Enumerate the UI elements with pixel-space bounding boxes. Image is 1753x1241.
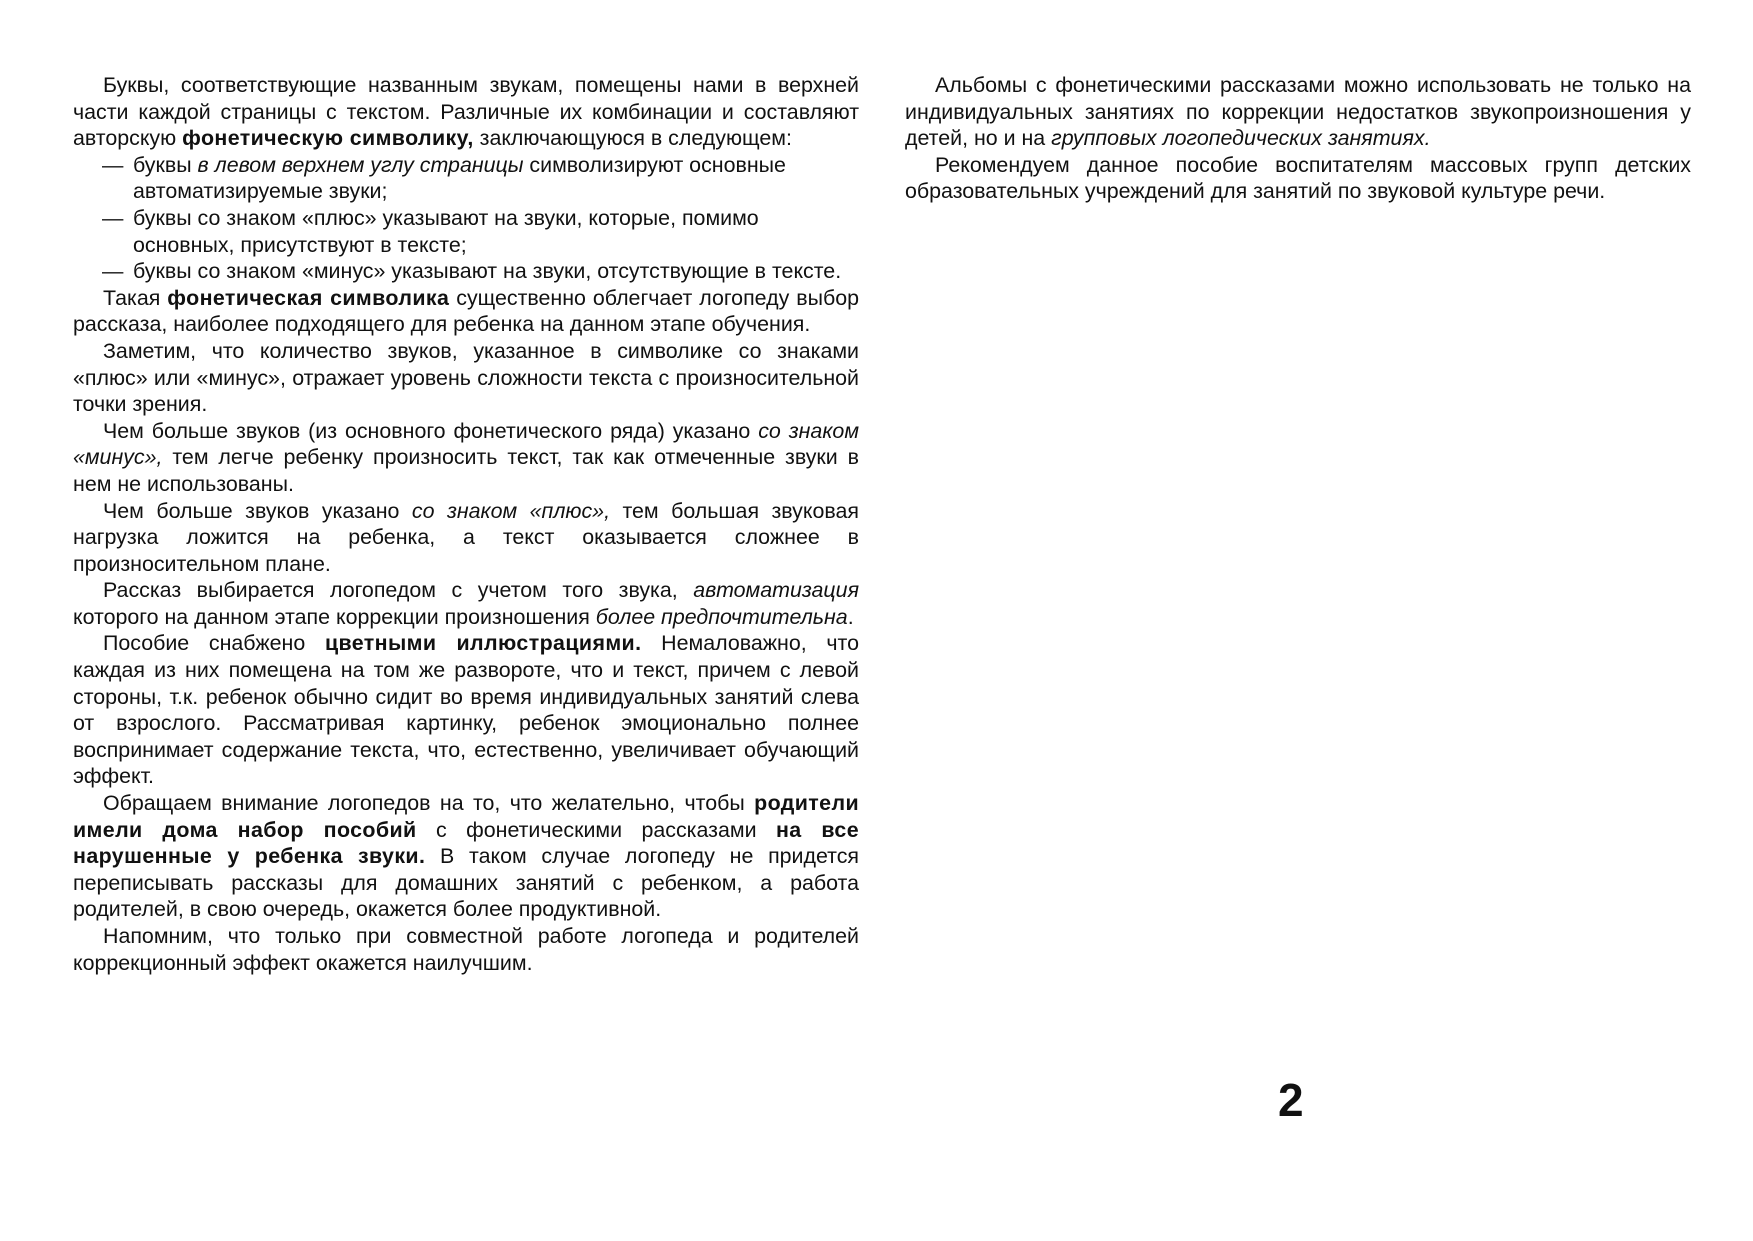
paragraph-parents bbox=[73, 790, 859, 923]
paragraph-plus-sign bbox=[73, 498, 859, 578]
list-dash: — bbox=[102, 205, 124, 230]
text: буквы со знаком «минус» указывают на звуки, отсутствующие в тексте. bbox=[133, 259, 842, 284]
text: буквы со знаком «плюс» указывают на звуки, которые, помимо основных, присутствуют в тексте; bbox=[133, 205, 759, 257]
italic-text: автоматизация bbox=[693, 578, 859, 603]
left-column bbox=[73, 72, 859, 976]
list-dash: — bbox=[102, 152, 124, 177]
italic-text: в левом верхнем углу страницы bbox=[197, 152, 524, 177]
text: В таком случае логопеду не придется переписывать рассказы для домашних занятий с ребенком, а работа родителей, в свою очередь, окажется более продуктивной. bbox=[73, 844, 860, 922]
text: Рассказ выбирается логопедом с учетом того звука, bbox=[103, 578, 694, 603]
text: . bbox=[847, 604, 854, 629]
text: тем большая звуковая нагрузка ложится на ребенка, а текст оказывается сложнее в произносительном плане. bbox=[73, 498, 859, 576]
italic-text: групповых логопедических занятиях. bbox=[1051, 126, 1431, 151]
text: тем легче ребенку произносить текст, так как отмеченные звуки в нем не использованы. bbox=[73, 445, 859, 496]
paragraph-symbolism-benefit bbox=[73, 285, 859, 338]
paragraph-conclusion: Напомним, что только при совместной работе логопеда и родителей коррекционный эффект окажется наилучшим. bbox=[73, 924, 859, 975]
text: Немаловажно, что каждая из них помещена на том же развороте, что и текст, причем с левой стороны, т.к. ребенок обычно сидит во время индивидуальных занятий слева от взрослого. Рассматривая картинку, ребенок эмоционально полнее воспринимает содержание текста, что, естественно, увеличивает обучающий эффект. bbox=[73, 631, 859, 789]
bold-text: фонетическую символику, bbox=[182, 126, 474, 151]
bold-text: цветными иллюстрациями. bbox=[324, 631, 642, 656]
paragraph-albums bbox=[905, 72, 1691, 152]
italic-text: со знаком «плюс», bbox=[411, 498, 611, 523]
list-item-minus-sign bbox=[73, 258, 859, 285]
paragraph-recommendation: Рекомендуем данное пособие воспитателям массовых групп детских образовательных учреждений для занятий по звуковой культуре речи. bbox=[905, 152, 1691, 204]
list-dash: — bbox=[102, 259, 124, 284]
paragraph-story-choice bbox=[73, 577, 859, 630]
text: буквы bbox=[133, 152, 198, 177]
bold-text: фонетическая символика bbox=[167, 285, 450, 310]
text: которого на данном этапе коррекции произношения bbox=[73, 604, 596, 629]
text: Такая bbox=[103, 285, 168, 310]
text: символизируют основные автоматизируемые звуки; bbox=[133, 152, 786, 204]
right-column bbox=[905, 72, 1691, 205]
italic-text: более предпочтительна bbox=[595, 604, 848, 629]
text: Обращаем внимание логопедов на то, что желательно, чтобы bbox=[103, 791, 755, 816]
bold-text: на все нарушенные у ребенка звуки. bbox=[73, 817, 859, 869]
text: Чем больше звуков указано bbox=[103, 498, 412, 523]
text: Буквы, соответствующие названным звукам, помещены нами в верхней части каждой страницы с текстом. Различные их комбинации и составляют авторскую bbox=[73, 73, 859, 151]
paragraph-phonetic-symbols bbox=[73, 72, 859, 152]
italic-text: со знаком «минус», bbox=[73, 418, 859, 470]
text: Пособие снабжено bbox=[103, 631, 325, 656]
paragraph-minus-sign bbox=[73, 418, 859, 498]
list-item-plus-sign bbox=[73, 205, 859, 258]
text: Чем больше звуков (из основного фонетического ряда) указано bbox=[103, 418, 759, 443]
text: заключающуюся в следующем: bbox=[473, 126, 792, 151]
text: с фонетическими рассказами bbox=[416, 817, 776, 842]
bold-text: родители имели дома набор пособий bbox=[73, 791, 859, 842]
text: Альбомы с фонетическими рассказами можно использовать не только на индивидуальных занятиях по коррекции недостатков звукопроизношения у детей, но и на bbox=[905, 73, 1691, 151]
text: существенно облегчает логопеду выбор рассказа, наиболее подходящего для ребенка на данном этапе обучения. bbox=[73, 285, 859, 337]
paragraph-illustrations bbox=[73, 630, 859, 790]
list-item-main-sounds bbox=[73, 152, 859, 205]
paragraph-complexity: Заметим, что количество звуков, указанное в символике со знаками «плюс» или «минус», отражает уровень сложности текста с произносительной точки зрения. bbox=[73, 338, 859, 417]
page-number: 2 bbox=[1278, 1074, 1304, 1126]
